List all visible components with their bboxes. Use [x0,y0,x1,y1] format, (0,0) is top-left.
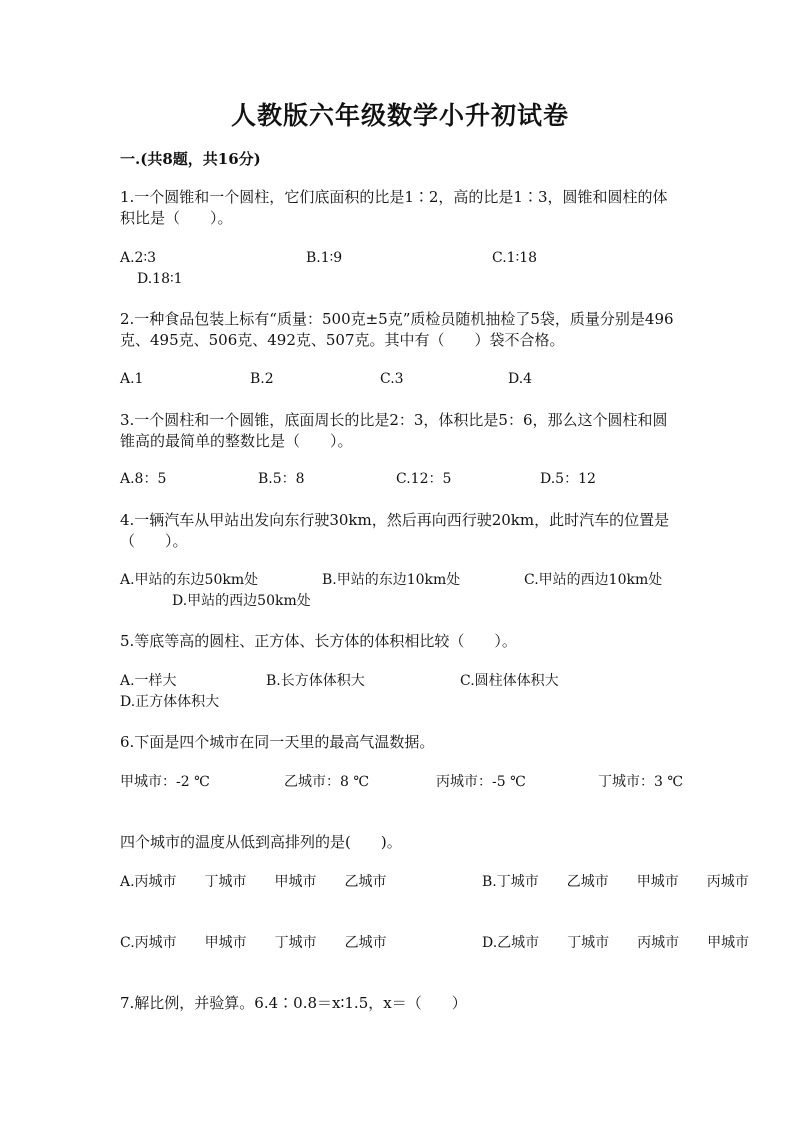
q3-option-d[interactable]: D.5：12 [540,471,596,487]
q4-option-a[interactable]: A.甲站的东边50km处 [120,572,259,588]
q1-option-c[interactable]: C.1∶18 [492,250,538,266]
q6-option-a[interactable]: A.丙城市 丁城市 甲城市 乙城市 [120,874,387,890]
q5-option-d-label: D.正方体体积大 [120,694,220,710]
q3-option-a[interactable]: A.8：5 [120,471,167,487]
q6-temp-bing: 丙城市：-5 ℃ [436,774,526,790]
question-4-text: 4.一辆汽车从甲站出发向东行驶30km，然后再向西行驶20km，此时汽车的位置是（ ）。 [120,511,670,550]
q1-option-d[interactable]: D.18∶1 [137,271,183,287]
q2-option-c[interactable]: C.3 [380,371,404,387]
q3-option-c[interactable]: C.12：5 [396,471,452,487]
exam-title: 人教版六年级数学小升初试卷 [230,101,569,130]
question-3-text: 3.一个圆柱和一个圆锥，底面周长的比是2：3，体积比是5：6，那么这个圆柱和圆锥高的最简单的整数比是（ ）。 [120,411,668,450]
q1-option-b[interactable]: B.1∶9 [306,250,343,266]
q5-option-b[interactable]: B.长方体体积大 [266,673,365,689]
q6-temp-yi: 乙城市：8 ℃ [284,774,370,790]
q6-temp-jia: 甲城市：-2 ℃ [120,774,210,790]
q3-option-b[interactable]: B.5：8 [258,471,305,487]
question-5-text: 5.等底等高的圆柱、正方体、长方体的体积相比较（ ）。 [120,632,517,650]
q4-option-d[interactable]: D.甲站的西边50km处 [172,593,311,609]
question-7-text: 7.解比例，并验算。6.4∶0.8＝x∶1.5，x＝（ ） [120,994,467,1012]
q5-option-a[interactable]: A.一样大 [120,673,177,689]
q6-option-b[interactable]: B.丁城市 乙城市 甲城市 丙城市 [482,874,749,890]
question-6-prompt: 四个城市的温度从低到高排列的是( )。 [120,833,402,851]
q2-option-b[interactable]: B.2 [250,371,274,387]
q5-option-d[interactable] [120,692,680,713]
q2-option-a[interactable]: A.1 [120,371,144,387]
q2-option-d[interactable]: D.4 [508,371,533,387]
q4-option-b[interactable]: B.甲站的东边10km处 [322,572,461,588]
q6-option-d[interactable]: D.乙城市 丁城市 丙城市 甲城市 [482,935,750,951]
q6-temp-ding: 丁城市：3 ℃ [598,774,684,790]
question-2-text: 2.一种食品包装上标有“质量：500克±5克”质检员随机抽检了5袋，质量分别是496克、495克、506克、492克、507克。其中有（ ）袋不合格。 [120,310,674,349]
question-6-text: 6.下面是四个城市在同一天里的最高气温数据。 [120,733,435,751]
q5-option-c[interactable]: C.圆柱体体积大 [460,673,559,689]
question-1-text: 1.一个圆锥和一个圆柱，它们底面积的比是1∶2，高的比是1∶3，圆锥和圆柱的体积比是（ ）。 [120,188,668,227]
q6-option-c[interactable]: C.丙城市 甲城市 丁城市 乙城市 [120,935,387,951]
q4-option-c[interactable]: C.甲站的西边10km处 [524,572,663,588]
q1-option-a[interactable]: A.2∶3 [120,250,157,266]
section-heading: 一.(共8题，共16分) [120,150,261,168]
